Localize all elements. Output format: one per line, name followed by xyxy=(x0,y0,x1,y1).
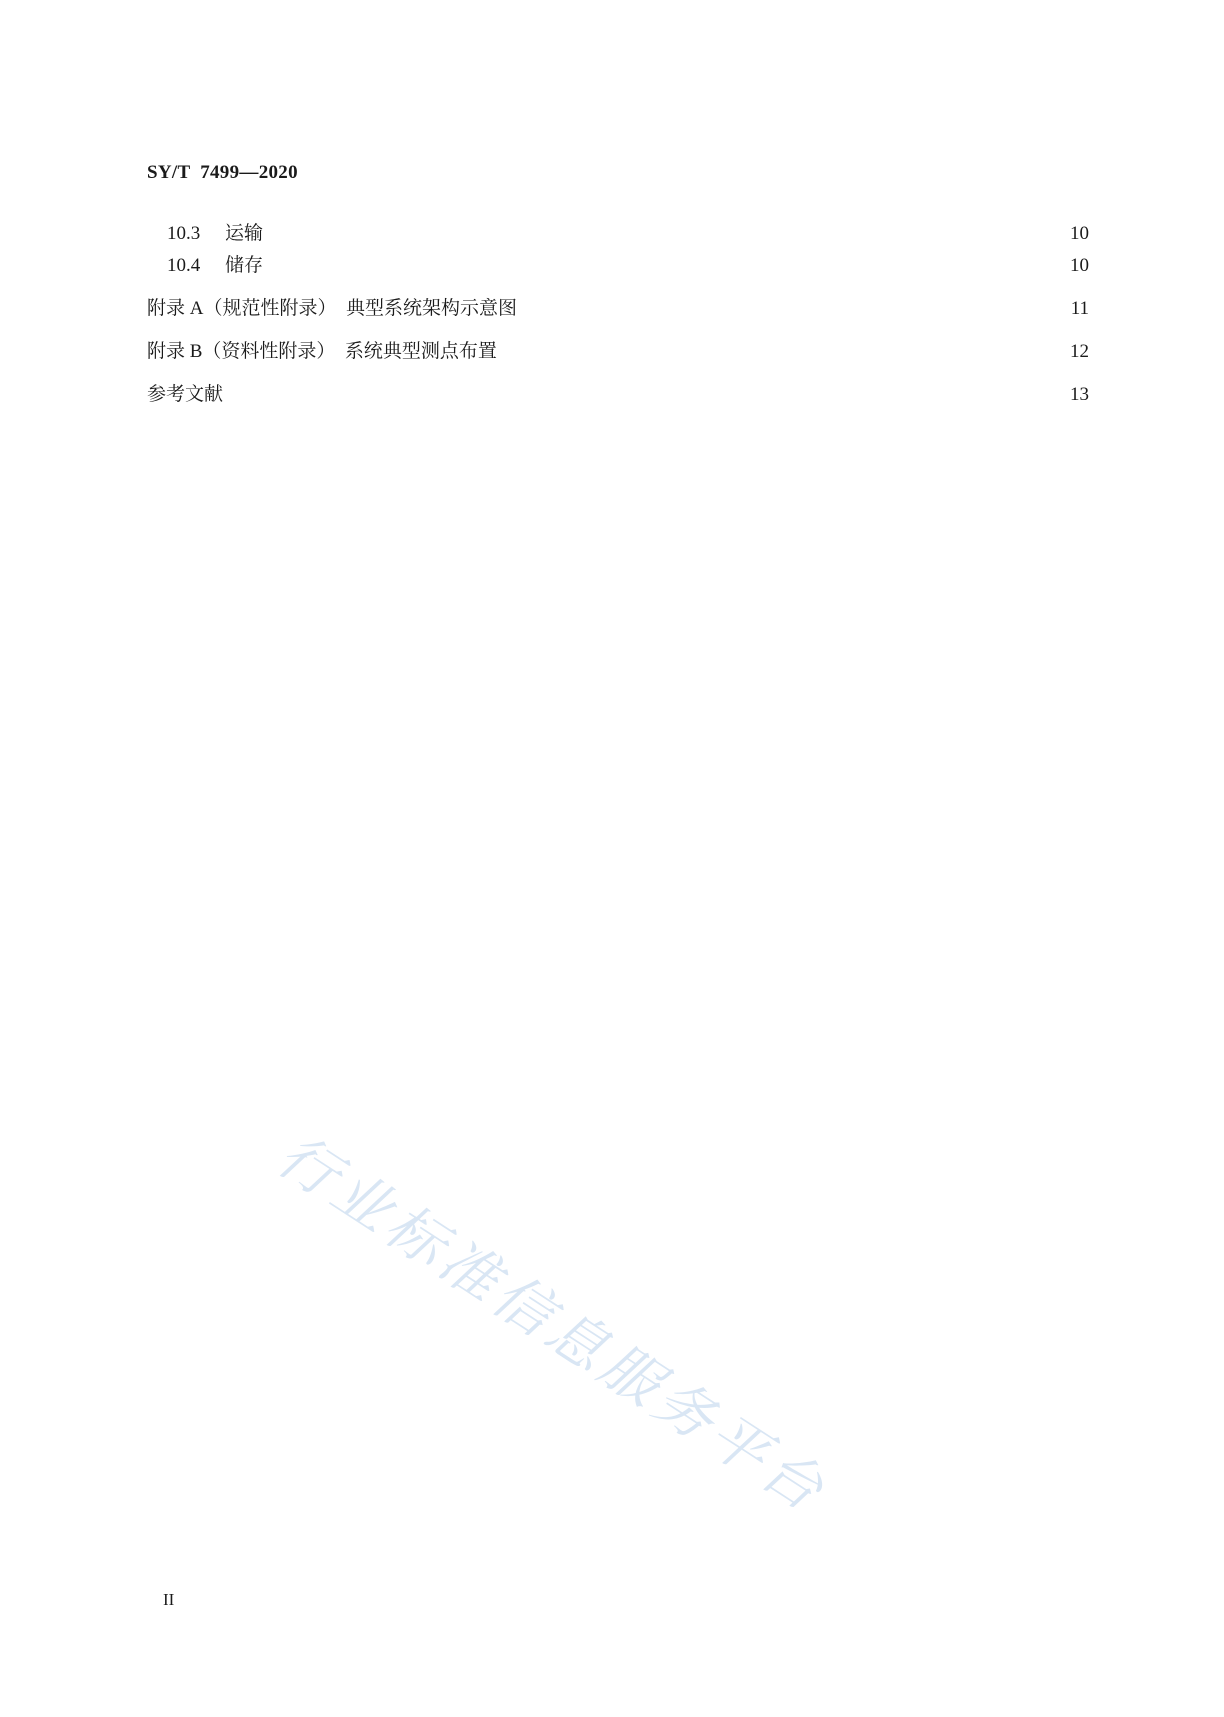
toc-entry-page: 11 xyxy=(1070,298,1089,319)
toc-entry-10-4[interactable] xyxy=(167,252,1089,280)
toc-dot-leader xyxy=(247,381,1061,409)
watermark-text: 行业标准信息服务平台 xyxy=(265,1120,840,1527)
toc-entry-page: 10 xyxy=(1070,255,1089,276)
toc-entry-title: 附录 A（规范性附录） 典型系统架构示意图 xyxy=(147,298,517,319)
toc-entry-title: 附录 B（资料性附录） 系统典型测点布置 xyxy=(147,341,497,362)
toc-entry-references[interactable] xyxy=(147,381,1089,409)
toc-dot-leader xyxy=(271,252,1061,280)
toc-entry-number: 10.3 xyxy=(167,223,201,244)
toc-entry-number: 10.4 xyxy=(167,255,201,276)
document-code-header: SY/T 7499—2020 xyxy=(147,162,298,183)
toc-entry-10-3[interactable] xyxy=(167,220,1089,248)
toc-dot-leader xyxy=(525,295,1061,323)
toc-entry-appendix-b[interactable] xyxy=(147,338,1089,366)
toc-entry-appendix-a[interactable] xyxy=(147,295,1089,323)
toc-entry-title: 储存 xyxy=(225,255,264,276)
page-number: II xyxy=(163,1590,175,1609)
toc-entry-page: 13 xyxy=(1070,384,1089,405)
toc-entry-title: 参考文献 xyxy=(147,384,224,405)
toc-entry-page: 10 xyxy=(1070,223,1089,244)
toc-dot-leader xyxy=(505,338,1061,366)
toc-dot-leader xyxy=(271,220,1061,248)
toc-entry-title: 运输 xyxy=(225,223,264,244)
toc-entry-page: 12 xyxy=(1070,341,1089,362)
